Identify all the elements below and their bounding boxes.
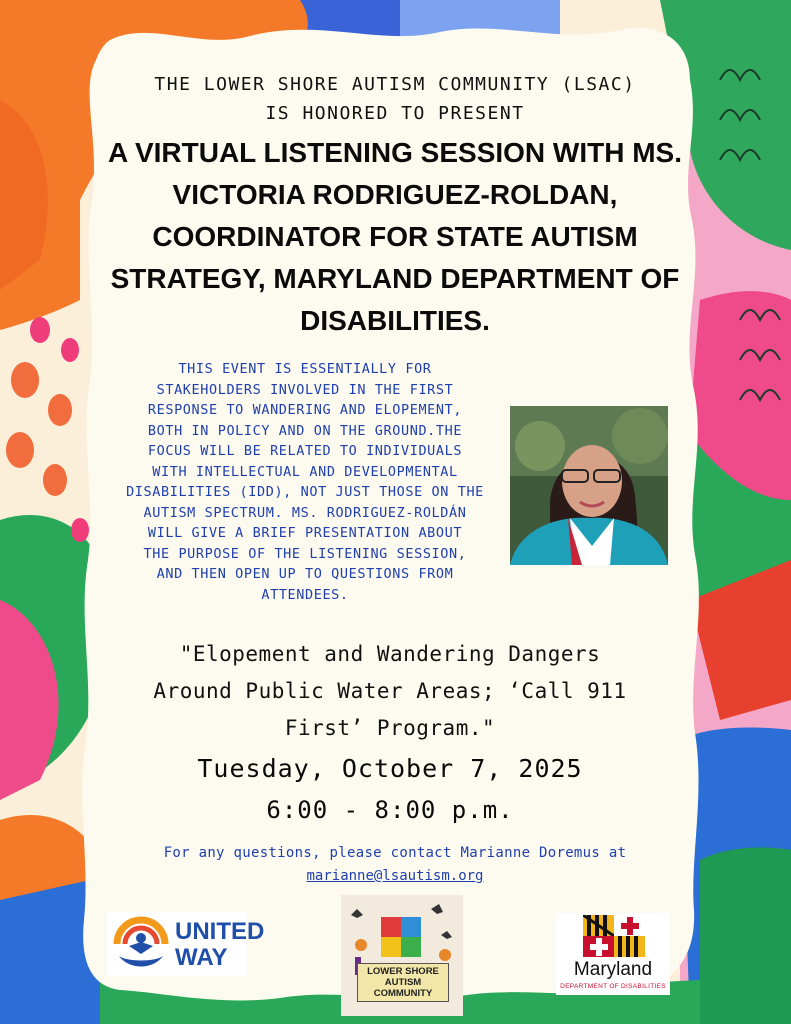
maryland-flag-icon [583,915,645,957]
lsac-line-3: COMMUNITY [373,988,433,999]
maryland-sub: DEPARTMENT OF DISABILITIES [560,983,666,990]
description-line: DISABILITIES (IDD), NOT JUST THOSE ON THE [126,484,484,500]
contact-email-link[interactable]: marianne@lsautism.org [306,868,484,884]
event-date: Tuesday, October 7, 2025 [197,754,583,783]
intro-line-1: THE LOWER SHORE AUTISM COMMUNITY (LSAC) [154,74,636,95]
united-way-line-1: UNITED [175,918,265,945]
lsac-logo [341,895,463,1016]
headline-line-3: COORDINATOR FOR STATE AUTISM [152,221,638,252]
description-line: THIS EVENT IS ESSENTIALLY FOR [178,361,432,377]
description-line: WILL GIVE A BRIEF PRESENTATION ABOUT [147,525,463,541]
lsac-line-1: LOWER SHORE [367,966,439,977]
session-title [110,636,670,747]
description-line: STAKEHOLDERS INVOLVED IN THE FIRST [156,381,454,398]
headline-line-2: VICTORIA RODRIGUEZ-ROLDAN, [172,179,618,210]
speaker-photo [510,406,668,565]
headline-line-4: STRATEGY, MARYLAND DEPARTMENT OF [110,263,680,294]
description-line: ATTENDEES. [261,586,349,603]
session-title-line-3: First’ Program." [284,716,496,740]
intro-line-2: IS HONORED TO PRESENT [265,103,525,124]
description-line: WITH INTELLECTUAL AND DEVELOPMENTAL [152,463,458,480]
contact-text: For any questions, please contact Marianne Doremus at [163,845,627,861]
headline-line-5: DISABILITIES. [300,305,490,336]
session-title-line-2: Around Public Water Areas; ‘Call 911 [153,679,627,703]
session-title-line-1: "Elopement and Wandering Dangers [179,642,601,666]
description-line: AUTISM SPECTRUM. MS. RODRIGUEZ-ROLDÁN [143,504,467,521]
event-time: 6:00 - 8:00 p.m. [266,796,514,824]
united-way-icon [111,914,171,974]
description-line: AND THEN OPEN UP TO QUESTIONS FROM [156,566,454,582]
maryland-name: Maryland [573,959,653,980]
maryland-logo [556,913,670,995]
description-line: THE PURPOSE OF THE LISTENING SESSION, [143,545,467,562]
headline-line-1: A VIRTUAL LISTENING SESSION WITH MS. [107,137,683,168]
description-line: FOCUS WILL BE RELATED TO INDIVIDUALS [147,443,463,459]
lsac-logo-text [357,963,449,1002]
headline [90,132,700,342]
united-way-logo [107,912,265,976]
united-way-line-2: WAY [175,944,228,971]
event-description [110,359,500,605]
description-line: RESPONSE TO WANDERING AND ELOPEMENT, [147,402,463,418]
lsac-line-2: AUTISM [384,977,422,988]
description-line: BOTH IN POLICY AND ON THE GROUND.THE [147,422,463,439]
